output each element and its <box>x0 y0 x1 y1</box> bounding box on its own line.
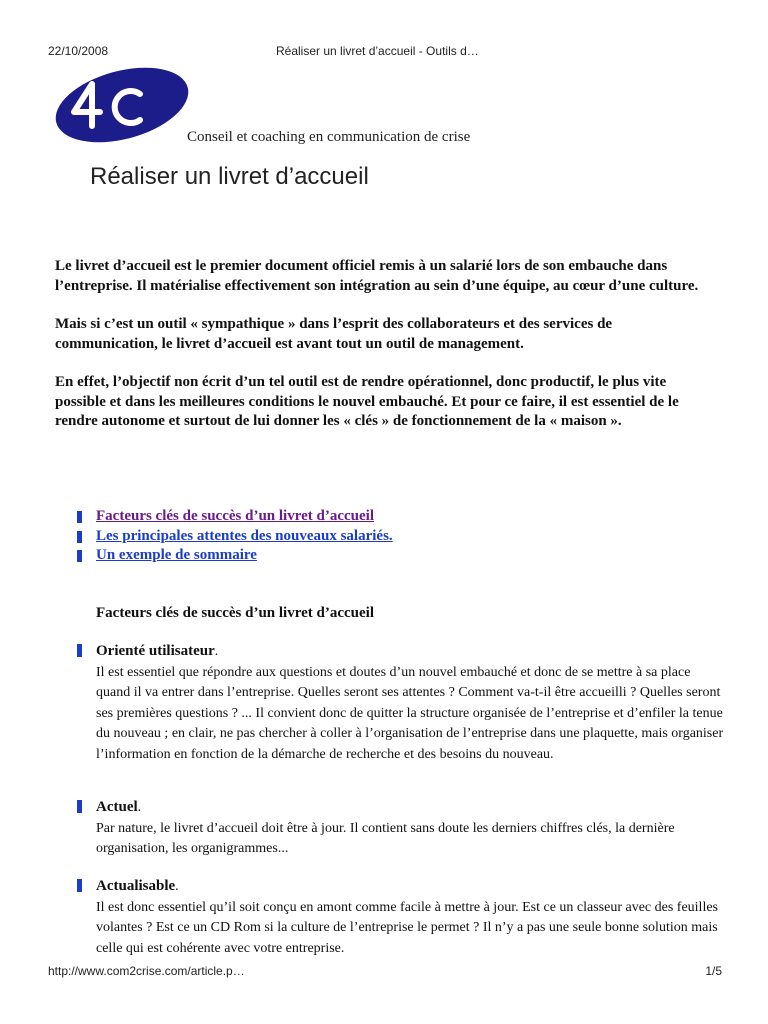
table-of-contents <box>76 507 676 566</box>
bullet-icon <box>77 511 82 523</box>
feature-title: Actualisable <box>96 878 176 894</box>
feature-body: Il est essentiel que répondre aux questions et doutes d’un nouvel embauché et donc de se mettre à sa place quand il va entrer dans l’entreprise. Quelles seront ses attentes ? Comment va-t-il être accueilli ? Quelles seront ses premières questions ? ... Il convient donc de quitter la structure organisée de l’entreprise et d’enfiler la tenue du nouveau ; en clair, ne pas chercher à coller à l’organisation de l’entreprise dans une plaquette, mais organiser l’information en fonction de la démarche de recherche et des besoins du nouveau. <box>96 664 724 762</box>
print-url: http://www.com2crise.com/article.p… <box>48 964 245 978</box>
feature-title: Actuel <box>96 799 138 815</box>
toc-item <box>76 546 676 566</box>
intro-paragraph: En effet, l’objectif non écrit d’un tel outil est de rendre opérationnel, donc productif, le plus vite possible et dans les meilleures conditions le nouvel embauché. Et pour ce faire, il est essentiel de le rendre autonome et surtout de lui donner les « clés » de fonctionnement de la « maison ». <box>55 374 679 429</box>
page-title: Réaliser un livret d’accueil <box>90 163 369 190</box>
toc-item <box>76 507 676 527</box>
section-heading: Facteurs clés de succès d’un livret d’accueil <box>96 605 375 621</box>
print-doc-title: Réaliser un livret d’accueil - Outils d… <box>276 44 479 58</box>
bullet-icon <box>77 800 82 813</box>
toc-item <box>76 527 676 547</box>
print-header <box>0 44 768 60</box>
print-date: 22/10/2008 <box>48 44 109 58</box>
feature-body: Par nature, le livret d’accueil doit être à jour. Il contient sans doute les derniers chiffres clés, la dernière organisation, les organigrammes... <box>96 820 675 856</box>
intro <box>55 257 715 451</box>
bullet-icon <box>77 644 82 657</box>
bullet-icon <box>77 879 82 892</box>
feature-item: Orienté utilisateur. Il est essentiel que répondre aux questions et doutes d’un nouvel embauché et donc de se mettre à sa place quand il va entrer dans l’entreprise. Quelles seront ses attentes ? Comment va-t-il être accueilli ? Quelles seront ses premières questions ? ... Il convient donc de quitter la structure organisée de l’entreprise et d’enfiler la tenue du nouveau ; en clair, ne pas chercher à coller à l’organisation de l’entreprise dans une plaquette, mais organiser l’information en fonction de la démarche de recherche et des besoins du nouveau. <box>96 641 726 765</box>
toc-link-attentes[interactable]: Les principales attentes des nouveaux salariés. <box>96 527 393 544</box>
toc-link-sommaire[interactable]: Un exemple de sommaire <box>96 547 257 563</box>
feature-title: Orienté utilisateur <box>96 643 215 659</box>
company-logo <box>52 64 192 146</box>
bullet-icon <box>77 531 82 543</box>
page-number: 1/5 <box>705 964 722 978</box>
bullet-icon <box>77 550 82 562</box>
logo-graphic <box>52 64 192 146</box>
feature-body: Il est donc essentiel qu’il soit conçu en amont comme facile à mettre à jour. Est ce un classeur avec des feuilles volantes ? Est ce un CD Rom si la culture de l’entreprise le permet ? Il n’y a pas une seule bonne solution mais celle qui est cohérente avec votre entreprise. <box>96 899 719 956</box>
print-footer <box>0 964 768 980</box>
toc-link-facteurs[interactable]: Facteurs clés de succès d’un livret d’accueil <box>96 508 375 524</box>
intro-paragraph: Mais si c’est un outil « sympathique » dans l’esprit des collaborateurs et des services de communication, le livret d’accueil est avant tout un outil de management. <box>55 316 613 352</box>
feature-item: Actuel. Par nature, le livret d’accueil doit être à jour. Il contient sans doute les derniers chiffres clés, la dernière organisation, les organigrammes... <box>96 797 726 860</box>
feature-item: Actualisable. Il est donc essentiel qu’il soit conçu en amont comme facile à mettre à jour. Est ce un classeur avec des feuilles volantes ? Est ce un CD Rom si la culture de l’entreprise le permet ? Il n’y a pas une seule bonne solution mais celle qui est cohérente avec votre entreprise. <box>96 876 726 959</box>
tagline: Conseil et coaching en communication de crise <box>187 129 471 145</box>
intro-paragraph: Le livret d’accueil est le premier document officiel remis à un salarié lors de son embauche dans l’entreprise. Il matérialise effectivement son intégration au sein d’une équipe, au cœur d’une culture. <box>55 258 699 294</box>
